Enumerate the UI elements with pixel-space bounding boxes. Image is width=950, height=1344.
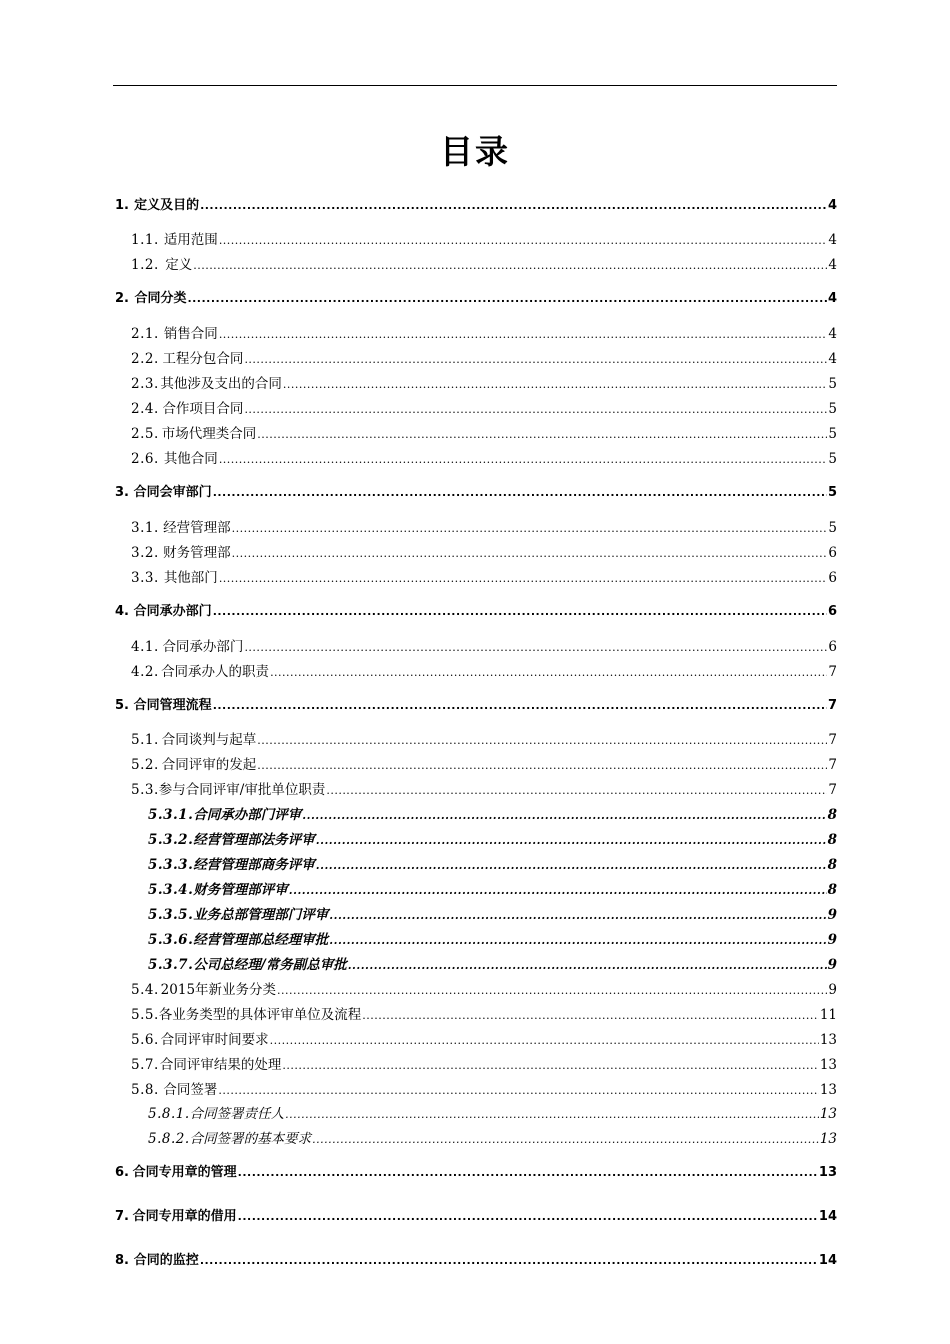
- toc-entry-page: 13: [818, 1165, 837, 1180]
- toc-entry[interactable]: [131, 781, 837, 799]
- toc-entry-title: 合同签署责任人: [189, 1106, 285, 1122]
- toc-entry-number: 5.1.: [131, 732, 159, 748]
- toc-leader-dots: [302, 807, 826, 825]
- toc-entry-page: 7: [828, 664, 837, 680]
- toc-entry-title: 合同签署的基本要求: [189, 1131, 312, 1147]
- toc-entry-number: 1.2.: [131, 257, 159, 273]
- toc-entry[interactable]: [115, 1208, 837, 1226]
- toc-leader-dots: [362, 1007, 819, 1025]
- toc-entry-title: 合同承办部门: [162, 639, 244, 655]
- toc-entry[interactable]: [115, 697, 837, 715]
- toc-entry-page: 13: [819, 1131, 837, 1147]
- toc-entry[interactable]: [148, 906, 837, 924]
- toc-entry-page: 8: [827, 807, 837, 823]
- toc-entry[interactable]: [115, 603, 837, 621]
- toc-entry-number: 2.2.: [131, 351, 159, 367]
- toc-entry-page: 8: [827, 882, 837, 898]
- toc-leader-dots: [200, 197, 827, 215]
- toc-entry-page: 14: [818, 1209, 837, 1224]
- toc-entry[interactable]: [148, 1130, 837, 1148]
- toc-leader-dots: [348, 957, 827, 975]
- toc-entry-number: 5.3.5.: [148, 907, 194, 923]
- toc-entry-title: 其他合同: [163, 451, 218, 467]
- toc-entry[interactable]: [148, 856, 837, 874]
- toc-leader-dots: [257, 757, 827, 775]
- toc-entry-number: 3.: [115, 485, 129, 500]
- toc-entry[interactable]: [131, 756, 837, 774]
- toc-leader-dots: [213, 484, 827, 502]
- toc-entry[interactable]: [115, 290, 837, 308]
- toc-entry[interactable]: [131, 1031, 837, 1049]
- toc-entry-title: 经营管理部商务评审: [193, 857, 315, 873]
- toc-entry-page: 4: [828, 257, 837, 273]
- toc-entry-number: 2.1.: [131, 326, 159, 342]
- toc-entry-number: 3.3.: [131, 570, 159, 586]
- toc-leader-dots: [257, 732, 827, 750]
- toc-entry-title: 合同评审结果的处理: [159, 1057, 282, 1073]
- toc-entry[interactable]: [131, 519, 837, 537]
- toc-leader-dots: [219, 570, 828, 588]
- toc-entry-page: 7: [828, 757, 837, 773]
- toc-entry-page: 7: [828, 782, 837, 798]
- toc-entry[interactable]: [131, 450, 837, 468]
- toc-leader-dots: [219, 451, 828, 469]
- toc-entry[interactable]: [115, 197, 837, 215]
- toc-entry-title: 合同专用章的管理: [132, 1165, 237, 1180]
- toc-entry-page: 11: [819, 1007, 837, 1023]
- toc-entry[interactable]: [131, 425, 837, 443]
- toc-leader-dots: [285, 1106, 819, 1124]
- toc-entry-number: 5.3.: [131, 782, 159, 798]
- toc-leader-dots: [244, 351, 827, 369]
- toc-entry[interactable]: [131, 731, 837, 749]
- toc-entry-title: 经营管理部总经理审批: [193, 932, 329, 948]
- toc-entry-title: 合同管理流程: [133, 698, 212, 713]
- toc-entry-number: 5.3.2.: [148, 832, 194, 848]
- toc-leader-dots: [219, 326, 828, 344]
- toc-entry-number: 5.5.: [131, 1007, 159, 1023]
- toc-entry-title: 其他涉及支出的合同: [160, 376, 282, 392]
- toc-entry-title: 工程分包合同: [162, 351, 244, 367]
- toc-leader-dots: [316, 832, 827, 850]
- toc-leader-dots: [326, 782, 827, 800]
- toc-entry-page: 6: [828, 570, 837, 586]
- toc-entry-page: 4: [828, 351, 837, 367]
- toc-entry-page: 13: [819, 1082, 837, 1098]
- toc-entry-title: 财务管理部: [163, 545, 231, 561]
- toc-entry-page: 6: [827, 604, 837, 619]
- toc-entry-title: 合同评审时间要求: [160, 1032, 269, 1048]
- toc-entry-page: 4: [828, 326, 837, 342]
- toc-entry-number: 4.: [115, 604, 129, 619]
- toc-leader-dots: [187, 290, 827, 308]
- toc-leader-dots: [277, 982, 827, 1000]
- toc-entry-title: 财务管理部评审: [193, 882, 288, 898]
- toc-entry-title: 适用范围: [163, 232, 218, 248]
- toc-leader-dots: [257, 426, 827, 444]
- toc-entry-page: 8: [827, 832, 837, 848]
- toc-entry[interactable]: [131, 663, 837, 681]
- toc-entry-number: 5.3.3.: [148, 857, 194, 873]
- toc-entry-title: 合作项目合同: [162, 401, 244, 417]
- toc-leader-dots: [312, 1131, 819, 1149]
- toc-entry-number: 2.6.: [131, 451, 159, 467]
- toc-entry-page: 8: [827, 857, 837, 873]
- toc-entry-number: 4.1.: [131, 639, 159, 655]
- toc-entry[interactable]: [148, 956, 837, 974]
- toc-entry[interactable]: [148, 881, 837, 899]
- toc-entry[interactable]: [131, 981, 837, 999]
- toc-entry-number: 5.7.: [131, 1057, 159, 1073]
- toc-leader-dots: [219, 232, 828, 250]
- toc-entry[interactable]: [148, 831, 837, 849]
- toc-entry-number: 1.1.: [131, 232, 159, 248]
- toc-leader-dots: [270, 1032, 819, 1050]
- toc-entry-number: 5.8.1.: [148, 1106, 190, 1122]
- toc-entry-page: 6: [828, 545, 837, 561]
- toc-leader-dots: [270, 664, 827, 682]
- toc-entry-number: 3.2.: [131, 545, 159, 561]
- toc-entry[interactable]: [131, 1056, 837, 1074]
- toc-entry-page: 7: [828, 732, 837, 748]
- toc-entry[interactable]: [131, 638, 837, 656]
- toc-entry-number: 5.6.: [131, 1032, 159, 1048]
- toc-entry-page: 4: [827, 198, 837, 213]
- toc-entry[interactable]: [148, 806, 837, 824]
- toc-entry-title: 市场代理类合同: [161, 426, 257, 442]
- toc-entry[interactable]: [115, 484, 837, 502]
- toc-entry-title: 合同承办人的职责: [161, 664, 270, 680]
- toc-entry-number: 3.1.: [131, 520, 159, 536]
- toc-entry-title: 合同的监控: [133, 1253, 199, 1268]
- toc-entry[interactable]: [131, 231, 837, 249]
- toc-entry-page: 9: [827, 932, 837, 948]
- toc-entry-number: 5.3.4.: [148, 882, 194, 898]
- toc-leader-dots: [213, 603, 827, 621]
- toc-leader-dots: [238, 1164, 818, 1182]
- toc-leader-dots: [200, 1252, 818, 1270]
- toc-entry-title: 定义及目的: [134, 198, 200, 213]
- toc-entry-title: 参与合同评审/审批单位职责: [158, 782, 326, 798]
- toc-leader-dots: [218, 1082, 818, 1100]
- toc-entry[interactable]: [115, 1164, 837, 1182]
- toc-entry[interactable]: [131, 569, 837, 587]
- toc-entry[interactable]: [131, 1081, 837, 1099]
- toc-leader-dots: [289, 882, 827, 900]
- toc-entry-number: 5.8.: [131, 1082, 159, 1098]
- toc-entry-title: 合同专用章的借用: [132, 1209, 237, 1224]
- toc-entry-page: 5: [828, 401, 837, 417]
- toc-entry-number: 2.3.: [131, 376, 159, 392]
- toc-entry-page: 5: [828, 376, 837, 392]
- toc-entry-page: 14: [818, 1253, 837, 1268]
- toc-entry-number: 2.4.: [131, 401, 159, 417]
- toc-entry-page: 13: [819, 1032, 837, 1048]
- toc-entry-number: 5.3.7.: [148, 957, 194, 973]
- toc-entry-number: 5.3.1.: [148, 807, 194, 823]
- toc-entry[interactable]: [115, 1252, 837, 1270]
- toc-entry-page: 7: [827, 698, 837, 713]
- toc-leader-dots: [329, 932, 826, 950]
- toc-entry-title: 经营管理部法务评审: [193, 832, 315, 848]
- toc-entry-number: 5.3.6.: [148, 932, 194, 948]
- toc-entry-title: 合同签署: [163, 1082, 218, 1098]
- toc-entry[interactable]: [131, 256, 837, 274]
- toc-entry-title: 销售合同: [163, 326, 218, 342]
- toc-entry[interactable]: [131, 325, 837, 343]
- toc-entry-page: 9: [827, 957, 837, 973]
- toc-entry-page: 5: [828, 426, 837, 442]
- toc-entry-number: 8.: [115, 1253, 129, 1268]
- toc-leader-dots: [232, 520, 828, 538]
- toc-entry-number: 5.2.: [131, 757, 159, 773]
- toc-entry-page: 4: [827, 291, 837, 306]
- toc-leader-dots: [238, 1208, 818, 1226]
- toc-entry-page: 13: [819, 1106, 837, 1122]
- toc-leader-dots: [244, 401, 827, 419]
- toc-entry-page: 5: [827, 485, 837, 500]
- toc-entry-page: 4: [828, 232, 837, 248]
- toc-entry-number: 5.4.: [131, 982, 159, 998]
- toc-entry-title: 业务总部管理部门评审: [193, 907, 329, 923]
- toc-leader-dots: [329, 907, 826, 925]
- toc-leader-dots: [193, 257, 827, 275]
- toc-entry-title: 合同谈判与起草: [161, 732, 257, 748]
- toc-leader-dots: [316, 857, 827, 875]
- toc-entry-page: 6: [828, 639, 837, 655]
- toc-entry-title: 其他部门: [163, 570, 218, 586]
- toc-entry[interactable]: [148, 1105, 837, 1123]
- toc-entry-number: 2.5.: [131, 426, 159, 442]
- toc-entry-title: 合同会审部门: [133, 485, 212, 500]
- toc-entry-title: 定义: [165, 257, 193, 273]
- toc-leader-dots: [213, 697, 827, 715]
- toc-entry[interactable]: [131, 350, 837, 368]
- toc-entry-number: 1.: [115, 198, 129, 213]
- toc-entry[interactable]: [131, 1006, 837, 1024]
- toc-entry-page: 13: [819, 1057, 837, 1073]
- toc-entry-page: 5: [828, 451, 837, 467]
- toc-entry-title: 合同评审的发起: [161, 757, 257, 773]
- toc-entry-number: 5.: [115, 698, 129, 713]
- toc-entry-title: 各业务类型的具体评审单位及流程: [158, 1007, 362, 1023]
- page-title: 目录: [440, 132, 510, 171]
- toc-entry-number: 5.8.2.: [148, 1131, 190, 1147]
- toc-entry[interactable]: [131, 544, 837, 562]
- toc-leader-dots: [244, 639, 827, 657]
- toc-entry-title: 合同承办部门评审: [193, 807, 302, 823]
- toc-entry-title: 合同分类: [134, 291, 187, 306]
- toc-leader-dots: [283, 376, 828, 394]
- toc-entry-number: 4.2.: [131, 664, 159, 680]
- toc-leader-dots: [282, 1057, 818, 1075]
- toc-leader-dots: [232, 545, 828, 563]
- toc-entry-number: 7.: [115, 1209, 129, 1224]
- toc-entry[interactable]: [148, 931, 837, 949]
- toc-entry-number: 6.: [115, 1165, 129, 1180]
- toc-entry[interactable]: [131, 400, 837, 418]
- toc-entry-title: 合同承办部门: [133, 604, 212, 619]
- toc-entry-page: 9: [828, 982, 837, 998]
- toc-entry-page: 5: [828, 520, 837, 536]
- toc-entry-title: 2015年新业务分类: [160, 982, 277, 998]
- toc-entry[interactable]: [131, 375, 837, 393]
- toc-entry-title: 经营管理部: [163, 520, 231, 536]
- toc-entry-page: 9: [827, 907, 837, 923]
- toc-entry-number: 2.: [115, 291, 129, 306]
- toc-entry-title: 公司总经理/常务副总审批: [193, 957, 347, 973]
